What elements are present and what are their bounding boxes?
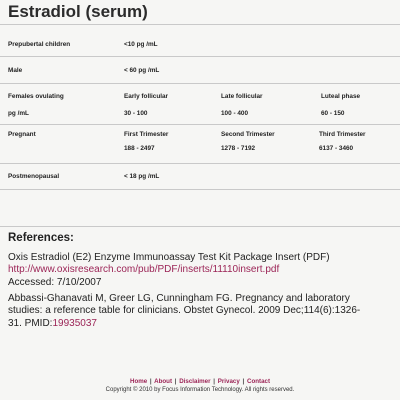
value-male: < 60 pg /mL bbox=[124, 67, 160, 74]
reference-pmid-line bbox=[8, 318, 97, 330]
row-label-male: Male bbox=[8, 67, 23, 74]
range-luteal: 60 - 150 bbox=[321, 110, 345, 117]
reference-text: Abbassi-Ghanavati M, Greer LG, Cunningham FG. Pregnancy and laboratory bbox=[8, 293, 350, 304]
page-title: Estradiol (serum) bbox=[8, 2, 148, 21]
row-divider bbox=[0, 124, 400, 125]
row-label-females-ovulating: Females ovulating bbox=[8, 93, 64, 100]
value-postmenopausal: < 18 pg /mL bbox=[124, 173, 160, 180]
trimester-first: First Trimester bbox=[124, 131, 169, 138]
footer-link-home[interactable]: Home bbox=[129, 378, 148, 385]
range-late-follicular: 100 - 400 bbox=[221, 110, 249, 117]
row-divider bbox=[0, 56, 400, 57]
phase-early-follicular: Early follicular bbox=[124, 93, 169, 100]
females-unit: pg /mL bbox=[8, 110, 29, 117]
range-first-trimester: 188 - 2497 bbox=[124, 145, 155, 152]
row-divider bbox=[0, 163, 400, 164]
references-heading: References: bbox=[8, 232, 74, 244]
row-label-postmenopausal: Postmenopausal bbox=[8, 173, 60, 180]
footer-separator: | bbox=[242, 378, 245, 385]
value-prepubertal: <10 pg /mL bbox=[124, 41, 158, 48]
trimester-third: Third Trimester bbox=[319, 131, 366, 138]
reference-link[interactable]: http://www.oxisresearch.com/pub/PDF/inserts/11110insert.pdf bbox=[8, 264, 280, 275]
footer-link-about[interactable]: About bbox=[154, 378, 173, 385]
pmid-link[interactable]: 19935037 bbox=[52, 318, 97, 329]
row-divider bbox=[0, 189, 400, 190]
phase-luteal: Luteal phase bbox=[321, 93, 361, 100]
trimester-second: Second Trimester bbox=[221, 131, 275, 138]
row-divider bbox=[0, 83, 400, 84]
footer-link-privacy[interactable]: Privacy bbox=[217, 378, 240, 385]
copyright: Copyright © 2010 by Focus Information Technology. All rights reserved. bbox=[105, 387, 295, 393]
reference-accessed: Accessed: 7/10/2007 bbox=[8, 277, 102, 288]
reference-text: Oxis Estradiol (E2) Enzyme Immunoassay Test Kit Package Insert (PDF) bbox=[8, 252, 330, 263]
range-third-trimester: 6137 - 3460 bbox=[319, 145, 354, 152]
row-label-prepubertal: Prepubertal children bbox=[8, 41, 71, 48]
section-divider bbox=[0, 226, 400, 227]
range-second-trimester: 1278 - 7192 bbox=[221, 145, 256, 152]
phase-late-follicular: Late follicular bbox=[221, 93, 263, 100]
footer-separator: | bbox=[213, 378, 216, 385]
title-divider bbox=[0, 24, 400, 25]
footer-link-contact[interactable]: Contact bbox=[246, 378, 271, 385]
footer-separator: | bbox=[174, 378, 177, 385]
footer-separator: | bbox=[149, 378, 152, 385]
pmid-label: 31. PMID: bbox=[8, 318, 53, 329]
footer-nav bbox=[0, 378, 400, 385]
range-early-follicular: 30 - 100 bbox=[124, 110, 148, 117]
row-label-pregnant: Pregnant bbox=[8, 131, 36, 138]
footer-link-disclaimer[interactable]: Disclaimer bbox=[179, 378, 211, 385]
reference-text: studies: a reference table for clinicians. Obstet Gynecol. 2009 Dec;114(6):1326- bbox=[8, 305, 361, 316]
